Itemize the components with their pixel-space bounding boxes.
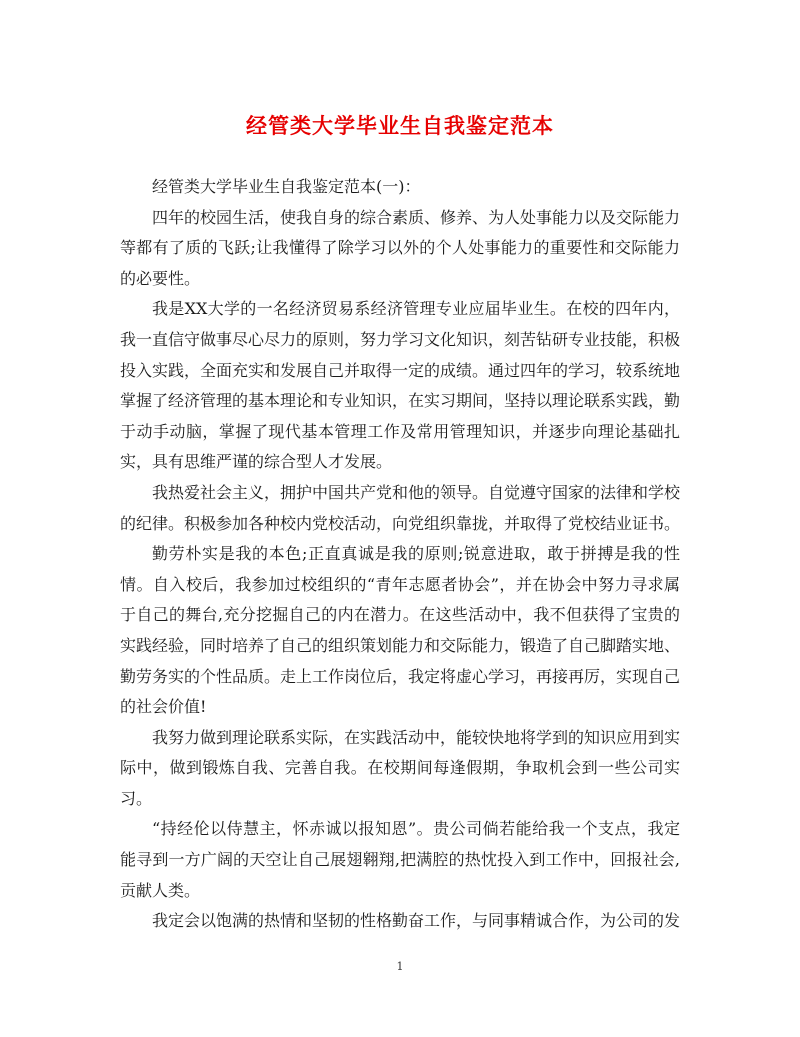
document-body bbox=[120, 172, 680, 937]
paragraph-heading: 经管类大学毕业生自我鉴定范本(一)： bbox=[152, 177, 421, 196]
paragraph: 我热爱社会主义，拥护中国共产党和他的领导。自觉遵守国家的法律和学校的纪律。积极参加各种校内党校活动，向党组织靠拢，并取得了党校结业证书。 bbox=[120, 482, 681, 533]
paragraph: 我定会以饱满的热情和坚韧的性格勤奋工作，与同事精诚合作，为公司的发 bbox=[152, 911, 681, 931]
paragraph: 勤劳朴实是我的本色;正直真诚是我的原则;锐意进取，敢于拼搏是我的性情。自入校后，我参加过校组织的“青年志愿者协会”，并在协会中努力寻求属于自己的舞台,充分挖掘自己的内在潜力。在这些活动中，我不但获得了宝贵的实践经验，同时培养了自己的组织策划能力和交际能力，锻造了自己脚踏实地、勤劳务实的个性品质。走上工作岗位后，我定将虚心学习，再接再厉，实现自己的社会价值! bbox=[120, 544, 681, 717]
paragraph: 四年的校园生活，使我自身的综合素质、修养、为人处事能力以及交际能力等都有了质的飞跃;让我懂得了除学习以外的个人处事能力的重要性和交际能力的必要性。 bbox=[120, 207, 681, 288]
paragraph: 我努力做到理论联系实际，在实践活动中，能较快地将学到的知识应用到实际中，做到锻炼自我、完善自我。在校期间每逢假期，争取机会到一些公司实习。 bbox=[120, 727, 681, 808]
document-title: 经管类大学毕业生自我鉴定范本 bbox=[246, 114, 554, 138]
page-number: 1 bbox=[396, 960, 404, 973]
paragraph: “持经伦以侍慧主，怀赤诚以报知恩”。贵公司倘若能给我一个支点，我定能寻到一方广阔的天空让自己展翅翱翔,把满腔的热忱投入到工作中，回报社会,贡献人类。 bbox=[120, 819, 680, 900]
paragraph: 我是XX大学的一名经济贸易系经济管理专业应届毕业生。在校的四年内，我一直信守做事尽心尽力的原则，努力学习文化知识，刻苦钻研专业技能，积极投入实践，全面充实和发展自己并取得一定的成绩。通过四年的学习，较系统地掌握了经济管理的基本理论和专业知识，在实习期间，坚持以理论联系实践，勤于动手动脑，掌握了现代基本管理工作及常用管理知识，并逐步向理论基础扎实，具有思维严谨的综合型人才发展。 bbox=[120, 299, 681, 472]
